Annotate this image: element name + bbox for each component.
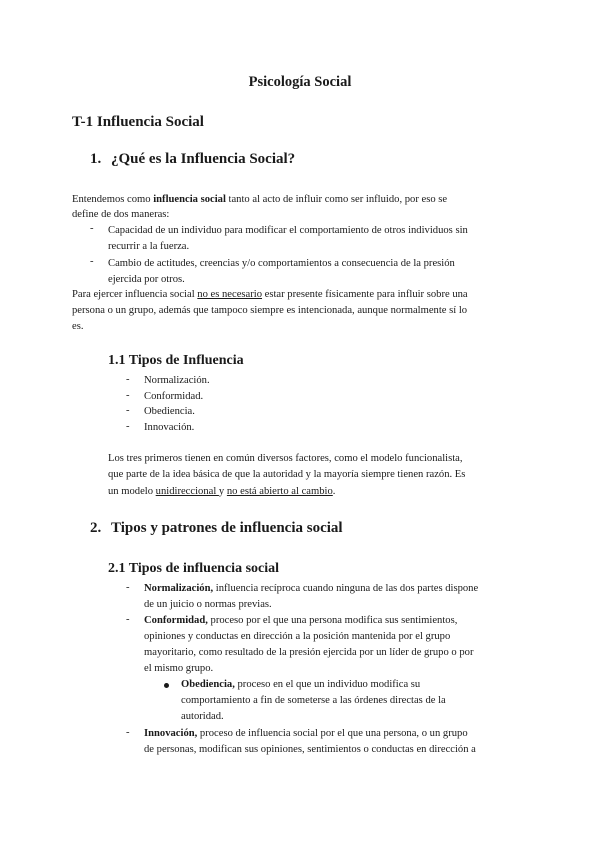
model-para-line-3	[108, 484, 335, 500]
para-text-cont: estar presente físicamente para influir sobre una	[262, 289, 468, 300]
definition-1-line-2: recurrir a la fuerza.	[108, 241, 190, 252]
model-text: un modelo	[108, 486, 156, 497]
definition-1-line-1: Capacidad de un individuo para modificar el comportamiento de otros individuos sin	[108, 225, 468, 236]
bullet-dash: -	[126, 405, 130, 416]
topic-heading: T-1 Influencia Social	[72, 114, 204, 130]
conformidad-text: proceso por el que una persona modifica sus sentimientos,	[207, 615, 458, 626]
model-text-cont: y	[218, 486, 227, 497]
influence-type-item: Conformidad.	[144, 391, 204, 402]
bullet-dash: -	[126, 582, 130, 593]
influence-type-item: Obediencia.	[144, 406, 195, 417]
innovacion-term: Innovación,	[144, 728, 198, 739]
para-line-3: es.	[72, 321, 84, 332]
conformidad-line-2: opiniones y conductas en dirección a la posición mantenida por el grupo	[144, 631, 451, 642]
para-underlined: no es necesario	[197, 289, 263, 300]
section-2-number: 2.	[90, 520, 102, 536]
normalizacion-line-1	[144, 581, 478, 597]
bullet-dash: -	[90, 223, 94, 234]
para-line-2: persona o un grupo, además que tampoco siempre es intencionada, aunque normalmente sí lo	[72, 305, 468, 316]
obediencia-term: Obediencia,	[181, 679, 235, 690]
innovacion-text: proceso de influencia social por el que una persona, o un grupo	[197, 728, 468, 739]
innovacion-line-2: de personas, modifican sus opiniones, sentimientos o conductas en dirección a	[144, 744, 476, 755]
intro-line-2: define de dos maneras:	[72, 209, 170, 220]
model-underlined-2: no está abierto al cambio	[226, 486, 333, 497]
section-2-heading	[90, 520, 343, 537]
section-1-heading	[90, 151, 295, 168]
influence-type-item: Normalización.	[144, 375, 210, 386]
bullet-dash: -	[126, 727, 130, 738]
normalizacion-text: influencia recíproca cuando ninguna de las dos partes dispone	[213, 583, 479, 594]
influence-type-item: Innovación.	[144, 422, 195, 433]
conformidad-line-1	[144, 613, 457, 629]
conformidad-line-3: mayoritario, como resultado de la presión ejercida por un líder de grupo o por	[144, 647, 474, 658]
model-para-line-1: Los tres primeros tienen en común diversos factores, como el modelo funcionalista,	[108, 453, 463, 464]
section-1-number: 1.	[90, 151, 102, 167]
obediencia-text: proceso en el que un individuo modifica su	[234, 679, 421, 690]
document-title: Psicología Social	[248, 74, 352, 90]
model-para-line-2: que parte de la idea básica de que la autoridad y la mayoría siempre tienen razón. Es	[108, 469, 466, 480]
model-period: .	[332, 486, 336, 497]
intro-text-cont: tanto al acto de influir como ser influido, por eso se	[225, 194, 448, 205]
para-text: Para ejercer influencia social	[72, 289, 198, 300]
normalizacion-term: Normalización,	[144, 583, 214, 594]
model-underlined-1: unidireccional	[155, 486, 219, 497]
bullet-dash: -	[126, 390, 130, 401]
definition-2-line-1: Cambio de actitudes, creencias y/o comportamientos a consecuencia de la presión	[108, 258, 455, 269]
section-2-title: Tipos y patrones de influencia social	[111, 520, 343, 536]
bullet-dash: -	[126, 421, 130, 432]
conformidad-term: Conformidad,	[144, 615, 208, 626]
bullet-dash: -	[90, 256, 94, 267]
innovacion-line-1	[144, 726, 468, 742]
definition-2-line-2: ejercida por otros.	[108, 274, 185, 285]
obediencia-line-1	[181, 677, 420, 693]
intro-line-1	[72, 192, 447, 208]
conformidad-line-4: el mismo grupo.	[144, 663, 214, 674]
subsection-1-1-heading: 1.1 Tipos de Influencia	[108, 353, 244, 368]
obediencia-line-2: comportamiento a fin de someterse a las órdenes directas de la	[181, 695, 446, 706]
subsection-2-1-heading: 2.1 Tipos de influencia social	[108, 561, 280, 576]
bullet-dash: -	[126, 614, 130, 625]
section-1-title: ¿Qué es la Influencia Social?	[111, 151, 296, 167]
bullet-dash: -	[126, 374, 130, 385]
intro-bold: influencia social	[153, 194, 226, 205]
bullet-dot	[164, 683, 169, 688]
obediencia-line-3: autoridad.	[181, 711, 224, 722]
para-line-1	[72, 287, 468, 303]
normalizacion-line-2: de un juicio o normas previas.	[144, 599, 272, 610]
intro-text: Entendemos como	[72, 194, 154, 205]
